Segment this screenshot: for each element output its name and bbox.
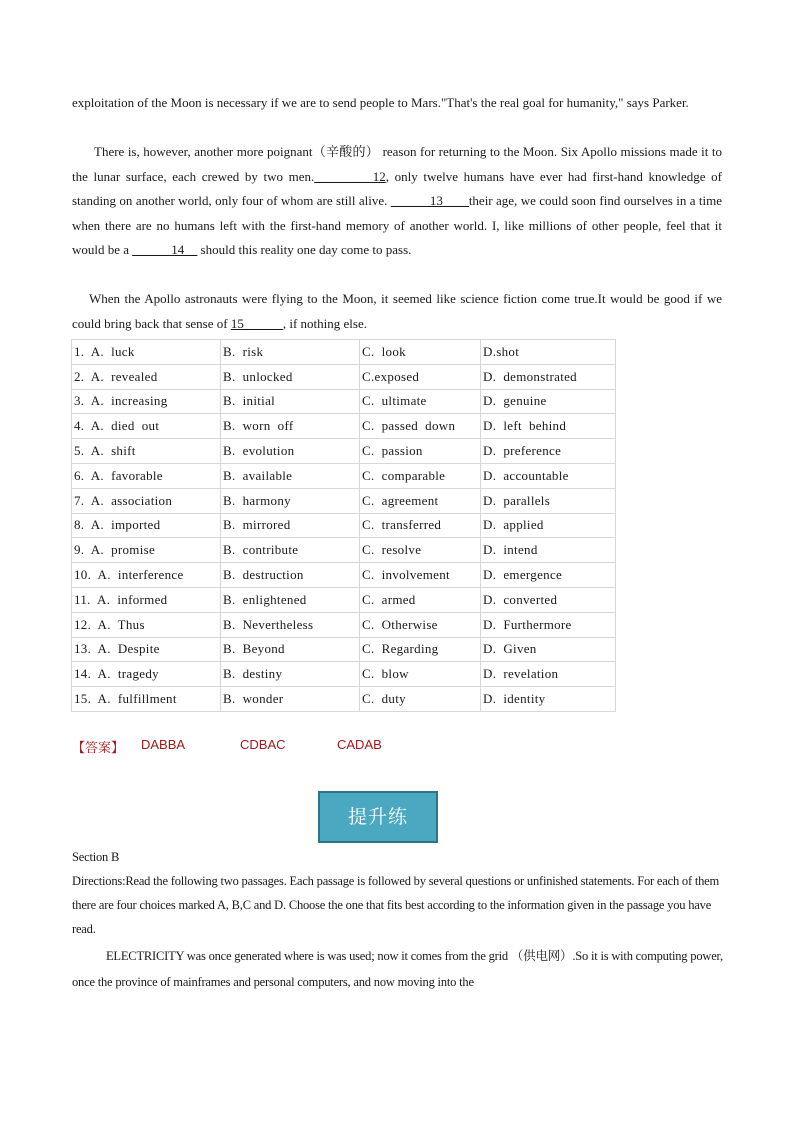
- option-c-cell: C. Regarding: [360, 637, 481, 662]
- option-c-cell: C. duty: [360, 687, 481, 712]
- option-a-cell: 1. A. luck: [72, 340, 221, 365]
- option-b-cell: B. available: [221, 463, 360, 488]
- option-b-cell: B. mirrored: [221, 513, 360, 538]
- option-d-cell: D. parallels: [481, 488, 616, 513]
- option-b-cell: B. risk: [221, 340, 360, 365]
- paragraph-text: There is, however, another more poignant（辛酸的） reason for returning to the Moon. Six Apollo missions made it to the lunar surface, each crewed by two men.: [72, 144, 722, 184]
- option-a-cell: 10. A. interference: [72, 563, 221, 588]
- option-a-cell: 9. A. promise: [72, 538, 221, 563]
- paragraph-text: their age, we could soon find ourselves in a time when there are no humans left with the first-hand memory of another world. I, like millions of other people, feel that it would be a: [72, 193, 722, 257]
- answer-group-3: CADAB: [337, 737, 382, 752]
- option-row: [72, 538, 616, 563]
- option-row: [72, 612, 616, 637]
- option-c-cell: C. transferred: [360, 513, 481, 538]
- option-row: [72, 488, 616, 513]
- section-b-title: Section B: [72, 850, 120, 864]
- option-c-cell: C. Otherwise: [360, 612, 481, 637]
- option-d-cell: D. applied: [481, 513, 616, 538]
- option-a-cell: 11. A. informed: [72, 587, 221, 612]
- option-c-cell: C. armed: [360, 587, 481, 612]
- option-b-cell: B. harmony: [221, 488, 360, 513]
- option-d-cell: D. revelation: [481, 662, 616, 687]
- option-d-cell: D. Furthermore: [481, 612, 616, 637]
- option-row: [72, 637, 616, 662]
- blank-13: ______13____: [390, 193, 469, 208]
- option-c-cell: C.exposed: [360, 364, 481, 389]
- option-b-cell: B. Beyond: [221, 637, 360, 662]
- option-c-cell: C. passed down: [360, 414, 481, 439]
- option-a-cell: 2. A. revealed: [72, 364, 221, 389]
- paragraph-text: , if nothing else.: [282, 315, 367, 331]
- option-b-cell: B. destruction: [221, 563, 360, 588]
- option-a-cell: 15. A. fulfillment: [72, 687, 221, 712]
- passage-paragraph-2: [72, 140, 722, 263]
- option-d-cell: D. preference: [481, 439, 616, 464]
- option-c-cell: C. blow: [360, 662, 481, 687]
- answer-label: 【答案】: [72, 740, 125, 755]
- option-a-cell: 7. A. association: [72, 488, 221, 513]
- option-b-cell: B. wonder: [221, 687, 360, 712]
- option-row: [72, 513, 616, 538]
- paragraph-text: should this reality one day come to pass.: [200, 242, 412, 257]
- option-b-cell: B. evolution: [221, 439, 360, 464]
- option-d-cell: D. Given: [481, 637, 616, 662]
- option-b-cell: B. worn off: [221, 414, 360, 439]
- option-b-cell: B. unlocked: [221, 364, 360, 389]
- option-row: [72, 662, 616, 687]
- answer-group-1: DABBA: [141, 737, 186, 752]
- option-row: [72, 389, 616, 414]
- option-row: [72, 587, 616, 612]
- option-c-cell: C. look: [360, 340, 481, 365]
- option-row: [72, 439, 616, 464]
- option-c-cell: C. comparable: [360, 463, 481, 488]
- option-a-cell: 3. A. increasing: [72, 389, 221, 414]
- blank-12: _________12: [314, 168, 386, 184]
- option-b-cell: B. Nevertheless: [221, 612, 360, 637]
- option-b-cell: B. destiny: [221, 662, 360, 687]
- option-a-cell: 13. A. Despite: [72, 637, 221, 662]
- option-d-cell: D.shot: [481, 340, 616, 365]
- option-row: [72, 563, 616, 588]
- option-c-cell: C. ultimate: [360, 389, 481, 414]
- option-c-cell: C. agreement: [360, 488, 481, 513]
- option-row: [72, 364, 616, 389]
- option-row: [72, 463, 616, 488]
- passage-paragraph-3: [72, 287, 722, 336]
- option-b-cell: B. enlightened: [221, 587, 360, 612]
- option-c-cell: C. resolve: [360, 538, 481, 563]
- passage-paragraph-1: exploitation of the Moon is necessary if we are to send people to Mars."That's the real goal for humanity," says Parker.: [72, 95, 689, 110]
- paragraph-text: , only twelve humans have ever had first-hand knowledge of standing on another world, only four of whom are still alive.: [72, 168, 722, 208]
- section-b-passage-start: ELECTRICITY was once generated where is was used; now it comes from the grid （供电网）.So it is with computing power, once the province of mainframes and personal computers, and now moving into the: [72, 949, 723, 989]
- practice-banner: 提升练: [318, 791, 438, 843]
- blank-15: 15______: [230, 315, 283, 331]
- option-d-cell: D. identity: [481, 687, 616, 712]
- option-d-cell: D. converted: [481, 587, 616, 612]
- option-a-cell: 12. A. Thus: [72, 612, 221, 637]
- option-a-cell: 14. A. tragedy: [72, 662, 221, 687]
- option-c-cell: C. passion: [360, 439, 481, 464]
- answer-group-2: CDBAC: [240, 737, 286, 752]
- blank-14: ______14__: [132, 242, 198, 257]
- option-d-cell: D. emergence: [481, 563, 616, 588]
- option-a-cell: 5. A. shift: [72, 439, 221, 464]
- option-d-cell: D. genuine: [481, 389, 616, 414]
- section-b-directions: Directions:Read the following two passages. Each passage is followed by several questions or unfinished statements. For each of them there are four choices marked A, B,C and D. Choose the one that fits best according to the information given in the passage you have read.: [72, 874, 720, 936]
- option-b-cell: B. contribute: [221, 538, 360, 563]
- option-d-cell: D. intend: [481, 538, 616, 563]
- option-row: [72, 687, 616, 712]
- option-c-cell: C. involvement: [360, 563, 481, 588]
- option-row: [72, 340, 616, 365]
- option-d-cell: D. accountable: [481, 463, 616, 488]
- options-table: [71, 339, 616, 712]
- option-d-cell: D. left behind: [481, 414, 616, 439]
- option-a-cell: 4. A. died out: [72, 414, 221, 439]
- option-row: [72, 414, 616, 439]
- option-a-cell: 6. A. favorable: [72, 463, 221, 488]
- option-d-cell: D. demonstrated: [481, 364, 616, 389]
- paragraph-text: When the Apollo astronauts were flying to the Moon, it seemed like science fiction come true.It would be good if we could bring back that sense of: [72, 291, 722, 331]
- option-b-cell: B. initial: [221, 389, 360, 414]
- option-a-cell: 8. A. imported: [72, 513, 221, 538]
